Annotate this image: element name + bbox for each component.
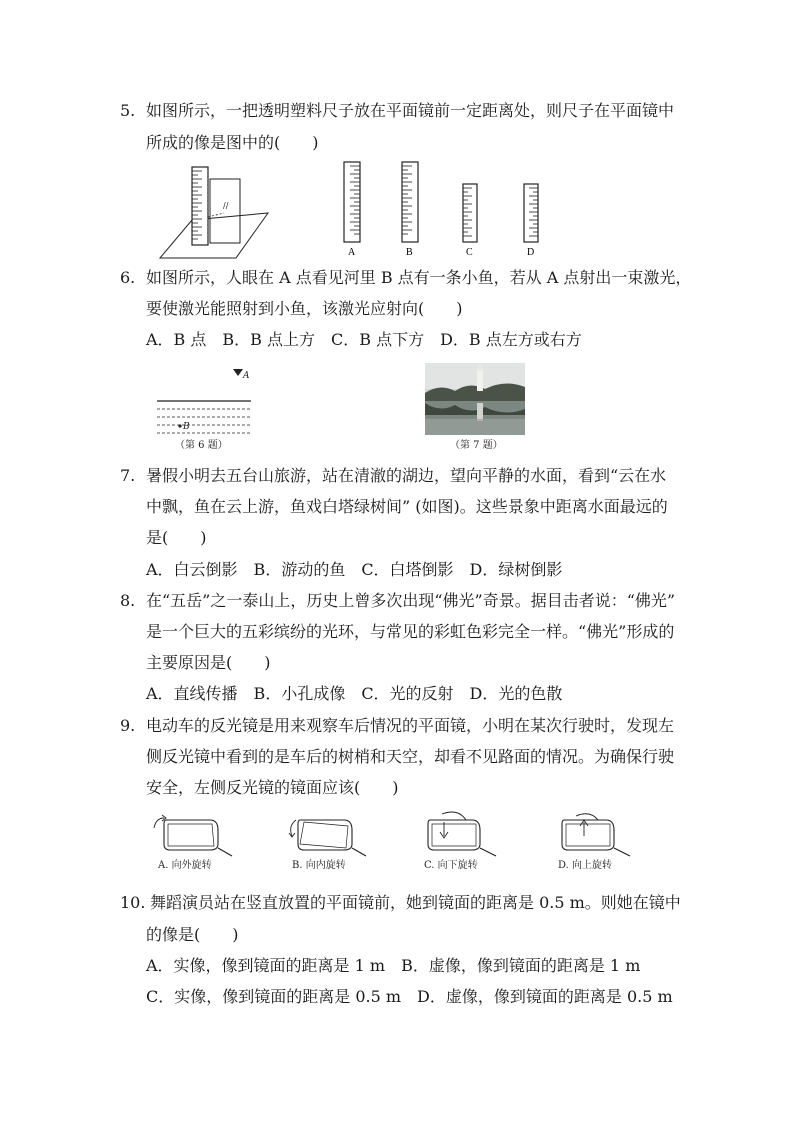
question-7-text-line-3: 是( ) [146, 528, 207, 547]
mirror-option-a-label: A. 向外旋转 [158, 860, 212, 871]
question-6-answer-options: A．B 点 B．B 点上方 C．B 点下方 D．B 点左方或右方 [146, 330, 582, 349]
figure-7-caption: （第 7 题） [450, 440, 503, 451]
question-8-answer-options: A．直线传播 B．小孔成像 C．光的反射 D．光的色散 [146, 684, 563, 703]
figure-6-caption: （第 6 题） [175, 440, 228, 451]
question-7-text-line-2: 中飘，鱼在云上游，鱼戏白塔绿树间” (如图)。这些景象中距离水面最远的 [146, 497, 668, 516]
question-6-text-line-2: 要使激光能照射到小鱼，该激光应射向( ) [146, 299, 463, 318]
mirror-option-b-label: B. 向内旋转 [292, 860, 346, 871]
question-9-text-line-2: 侧反光镜中看到的是车后的树梢和天空，却看不见路面的情况。为确保行驶 [146, 747, 675, 766]
question-10-answer-options-2: C．实像，像到镜面的距离是 0.5 m D．虚像，像到镜面的距离是 0.5 m [146, 987, 673, 1006]
question-5-option-rulers [340, 160, 550, 260]
question-7-answer-options: A．白云倒影 B．游动的鱼 C．白塔倒影 D．绿树倒影 [146, 560, 563, 579]
mirror-option-c-label: C. 向下旋转 [424, 860, 478, 871]
point-a-label: A [243, 371, 250, 381]
point-b-label: B [183, 422, 190, 432]
question-8-number: 8. [120, 591, 136, 610]
question-6-water-figure [155, 365, 255, 437]
question-7-lake-photo [425, 363, 525, 435]
question-10-text-line-1: 舞蹈演员站在竖直放置的平面镜前，她到镜面的距离是 0.5 m。则她在镜中 [150, 893, 681, 912]
question-6-number: 6. [120, 268, 136, 287]
option-label-d: D [527, 247, 535, 258]
option-label-c: C [466, 247, 473, 258]
question-5-number: 5. [120, 101, 136, 120]
question-10-answer-options-1: A．实像，像到镜面的距离是 1 m B．虚像，像到镜面的距离是 1 m [146, 956, 641, 975]
question-7-number: 7. [120, 466, 136, 485]
fish-point-b [178, 424, 181, 427]
svg-text://: // [223, 201, 229, 210]
question-5-text-line-1: 如图所示，一把透明塑料尺子放在平面镜前一定距离处，则尺子在平面镜中 [146, 101, 675, 120]
mirror-option-c-figure [420, 810, 502, 857]
question-8-text-line-3: 主要原因是( ) [146, 653, 271, 672]
option-label-a: A [348, 247, 356, 258]
mirror-option-b-figure [286, 812, 368, 857]
question-9-text-line-1: 电动车的反光镜是用来观察车后情况的平面镜，小明在某次行驶时，发现左 [146, 716, 675, 735]
question-10-text-line-2: 的像是( ) [146, 925, 239, 944]
question-8-text-line-2: 是一个巨大的五彩缤纷的光环，与常见的彩虹色彩完全一样。“佛光”形成的 [146, 622, 675, 641]
question-9-text-line-3: 安全，左侧反光镜的镜面应该( ) [146, 778, 399, 797]
option-label-b: B [406, 247, 413, 258]
question-10-number: 10. [120, 893, 146, 912]
mirror-option-a-figure [152, 812, 234, 857]
mirror-option-d-figure [554, 810, 636, 857]
question-5-ruler-mirror-figure [160, 165, 270, 260]
mirror-option-d-label: D. 向上旋转 [558, 860, 613, 871]
question-7-text-line-1: 暑假小明去五台山旅游，站在清澈的湖边，望向平静的水面，看到“云在水 [146, 466, 667, 485]
eye-icon [233, 369, 243, 376]
question-8-text-line-1: 在“五岳”之一泰山上，历史上曾多次出现“佛光”奇景。据目击者说：“佛光” [146, 591, 676, 610]
question-9-number: 9. [120, 716, 136, 735]
question-6-text-line-1: 如图所示，人眼在 A 点看见河里 B 点有一条小鱼，若从 A 点射出一束激光， [146, 268, 692, 287]
question-5-text-line-2: 所成的像是图中的( ) [146, 133, 319, 152]
